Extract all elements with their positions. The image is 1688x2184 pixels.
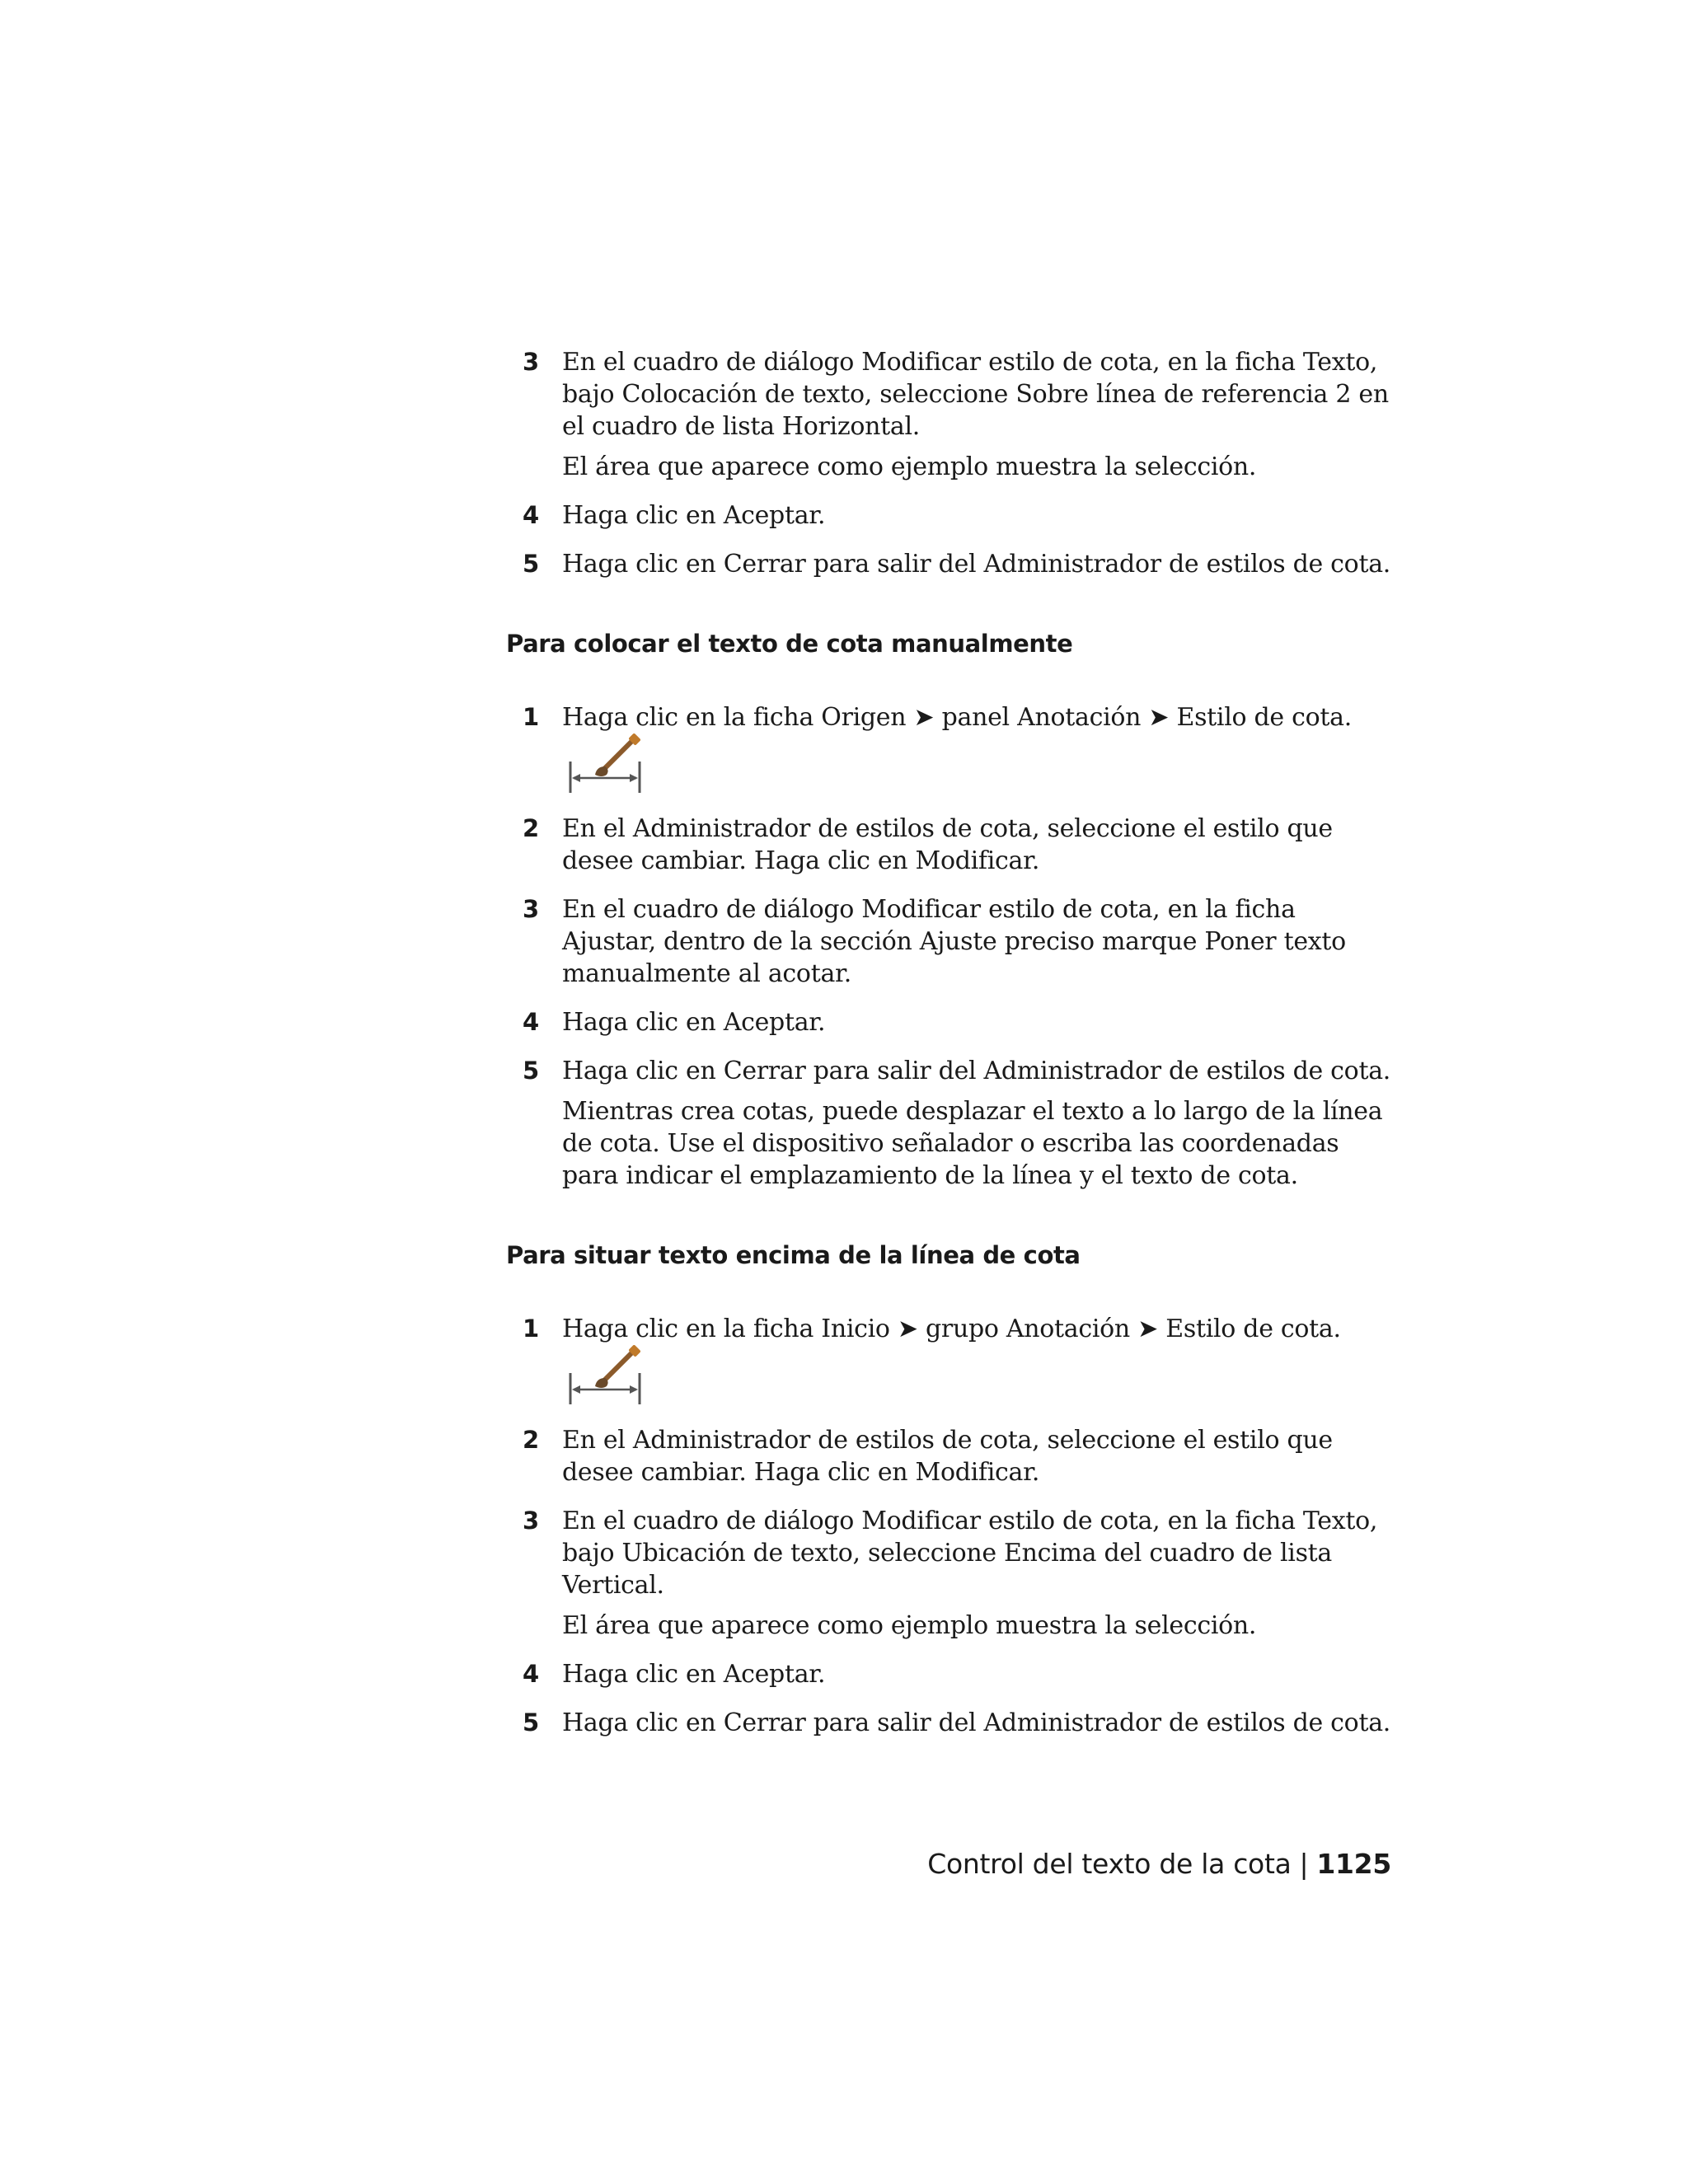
step-number: 3 (523, 1507, 540, 1535)
list-item (506, 701, 1396, 796)
page-number: 1125 (1316, 1848, 1391, 1880)
step-number: 4 (523, 1008, 540, 1036)
step-number: 5 (523, 1057, 540, 1085)
step-number: 2 (523, 1426, 540, 1454)
list-item (506, 1505, 1396, 1642)
step-text (562, 701, 1396, 796)
page-footer (927, 1846, 1391, 1882)
step-number: 5 (523, 1708, 540, 1736)
step-text: Haga clic en Aceptar. (562, 1008, 826, 1037)
list-item (506, 499, 1396, 532)
list-item (506, 1055, 1396, 1192)
step-text: Haga clic en Cerrar para salir del Administrador de estilos de cota. (562, 1708, 1391, 1737)
section-heading: Para colocar el texto de cota manualmente (506, 630, 1073, 658)
list-item (506, 1707, 1396, 1739)
step-text: Haga clic en Cerrar para salir del Administrador de estilos de cota. (562, 1057, 1391, 1085)
step-text: Haga clic en Aceptar. (562, 501, 826, 530)
step-text: En el Administrador de estilos de cota, seleccione el estilo que desee cambiar. Haga clic en Modificar. (562, 814, 1333, 875)
section-heading: Para situar texto encima de la línea de cota (506, 1241, 1081, 1269)
dimension-style-icon (567, 733, 643, 796)
footer-title: Control del texto de la cota (927, 1848, 1292, 1880)
footer-separator: | (1299, 1848, 1309, 1880)
step-note: Mientras crea cotas, puede desplazar el texto a lo largo de la línea de cota. Use el dispositivo señalador o escriba las coordenadas para indicar el emplazamiento de la línea y el texto de cota. (562, 1097, 1383, 1190)
list-item (506, 1658, 1396, 1690)
main-content (506, 346, 1396, 1755)
list-item (506, 548, 1396, 580)
step-text: Haga clic en Aceptar. (562, 1660, 826, 1689)
step-text: Haga clic en Cerrar para salir del Administrador de estilos de cota. (562, 550, 1391, 579)
step-number: 5 (523, 550, 540, 578)
list-item (506, 893, 1396, 990)
step-number: 1 (523, 703, 540, 731)
list-item (506, 1006, 1396, 1038)
step-text: En el cuadro de diálogo Modificar estilo de cota, en la ficha Ajustar, dentro de la sección Ajuste preciso marque Poner texto manualmente al acotar. (562, 895, 1346, 988)
step-text: En el cuadro de diálogo Modificar estilo de cota, en la ficha Texto, bajo Ubicación de texto, seleccione Encima del cuadro de lista Vertical. (562, 1507, 1378, 1600)
list-item (506, 813, 1396, 877)
step-text: En el cuadro de diálogo Modificar estilo de cota, en la ficha Texto, bajo Colocación de texto, seleccione Sobre línea de referencia 2 en el cuadro de lista Horizontal. (562, 348, 1389, 441)
step-number: 3 (523, 348, 540, 376)
step-text-content: Haga clic en la ficha Origen ➤ panel Anotación ➤ Estilo de cota. (562, 703, 1352, 732)
step-text: En el Administrador de estilos de cota, seleccione el estilo que desee cambiar. Haga clic en Modificar. (562, 1426, 1333, 1487)
list-item (506, 346, 1396, 483)
list-item (506, 1313, 1396, 1408)
step-text-content: Haga clic en la ficha Inicio ➤ grupo Anotación ➤ Estilo de cota. (562, 1315, 1341, 1343)
step-number: 4 (523, 1660, 540, 1688)
step-note: El área que aparece como ejemplo muestra la selección. (562, 452, 1257, 481)
step-number: 1 (523, 1315, 540, 1343)
step-number: 4 (523, 501, 540, 529)
step-number: 3 (523, 895, 540, 923)
step-note: El área que aparece como ejemplo muestra la selección. (562, 1611, 1257, 1640)
step-number: 2 (523, 814, 540, 842)
step-text (562, 1313, 1396, 1408)
dimension-style-icon (567, 1345, 643, 1408)
list-item (506, 1424, 1396, 1488)
